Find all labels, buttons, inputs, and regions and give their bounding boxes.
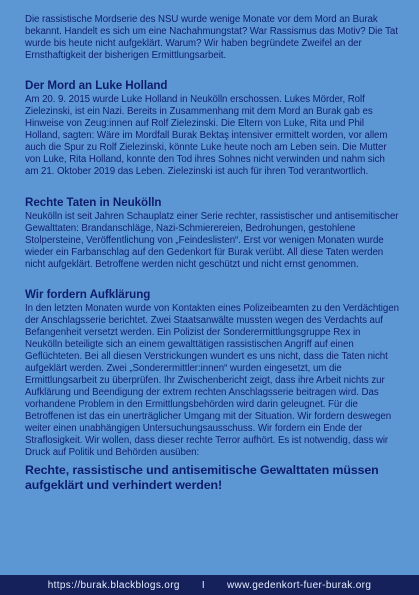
closing-demand: Rechte, rassistische und antisemitische Gewalttaten müssen aufgeklärt und verhindert werden! xyxy=(25,463,379,492)
section-text-rechte-taten: Neukölln ist seit Jahren Schauplatz einer Serie rechter, rassistischer und antisemitischer Gewalttaten: Brandanschläge, Nazi-Schmierereien, Bedrohungen, gestohlene Stolpersteine, Veröffentlichung von „Feindeslisten“. Erst vor wenigen Monaten wurde wieder ein Farbanschlag auf den Gedenkort für Burak verübt. All diese Taten werden nicht aufgeklärt. Betroffene werden nicht geschützt und nicht ernst genommen. xyxy=(25,210,399,270)
section-title-mord-luke-holland: Der Mord an Luke Holland xyxy=(25,79,168,93)
footer-link-blog[interactable]: https://burak.blackblogs.org xyxy=(47,579,180,591)
footer-separator: I xyxy=(201,579,205,591)
flyer-content xyxy=(25,14,399,492)
footer-bar xyxy=(0,575,419,595)
section-text-mord-luke-holland: Am 20. 9. 2015 wurde Luke Holland in Neukölln erschossen. Lukes Mörder, Rolf Zielezinski, ist ein Nazi. Bereits in Zusammenhang mit dem Mord an Burak gab es Hinweise von Zeug:innen auf Rolf Zielezinski. Die Eltern von Luke, Rita und Phil Holland, sagten: Wäre im Mordfall Burak Bektaş intensiver ermittelt worden, vor allem auch die Spur zu Rolf Zielezinski, könnte Luke heute noch am Leben sein. Die Mutter von Luke, Rita Holland, konnte den Tod ihres Sohnes nicht verwinden und nahm sich am 21. Oktober 2019 das Leben. Zielezinski ist auch für ihren Tod verantwortlich. xyxy=(25,94,388,178)
intro-paragraph: Die rassistische Mordserie des NSU wurde wenige Monate vor dem Mord an Burak bekannt. Handelt es sich um eine Nachahmungstat? War Rassismus das Motiv? Die Tat wurde bis heute nicht aufgeklärt. Warum? Wir haben begründete Zweifel an der Ernsthaftigkeit der bisherigen Ermittlungsarbeit. xyxy=(25,14,398,62)
section-text-aufklaerung: In den letzten Monaten wurde von Kontakten eines Polizeibeamten zu den Verdächtigen der Anschlagsserie berichtet. Zwei Staatsanwälte mussten wegen des Verdachts auf Befangenheit versetzt werden. Ein Polizist der Sonderermittlungsgruppe Rex in Neukölln beteiligte sich an einem gewalttätigen rassistischen Angriff auf einen Geflüchteten. Bei all diesen Verstrickungen wundert es uns nicht, dass die Taten nicht aufgeklärt werden. Zwei „Sonderermittler:innen“ wurden eingesetzt, um die Ermittlungsarbeit zu überprüfen. Ihr Zwischenbericht zeigt, dass ihre Arbeit nichts zur Aufklärung und Beendigung der extrem rechten Anschlagsserie beitragen wird. Das vorhandene Problem in den Ermittlungsbehörden wird darin geleugnet. Für die Betroffenen ist das ein unerträglicher Umgang mit der Situation. Wir fordern deswegen weiter einen unabhängigen Untersuchungsausschuss. Wir fordern ein Ende der Straflosigkeit. Wir wollen, dass dieser rechte Terror aufhört. Es ist notwendig, dass wir Druck auf Politik und Behörden ausüben: xyxy=(25,302,399,459)
section-title-aufklaerung: Wir fordern Aufklärung xyxy=(25,287,151,301)
section-title-rechte-taten: Rechte Taten in Neukölln xyxy=(25,195,162,209)
footer-link-gedenkort[interactable]: www.gedenkort-fuer-burak.org xyxy=(226,579,372,591)
